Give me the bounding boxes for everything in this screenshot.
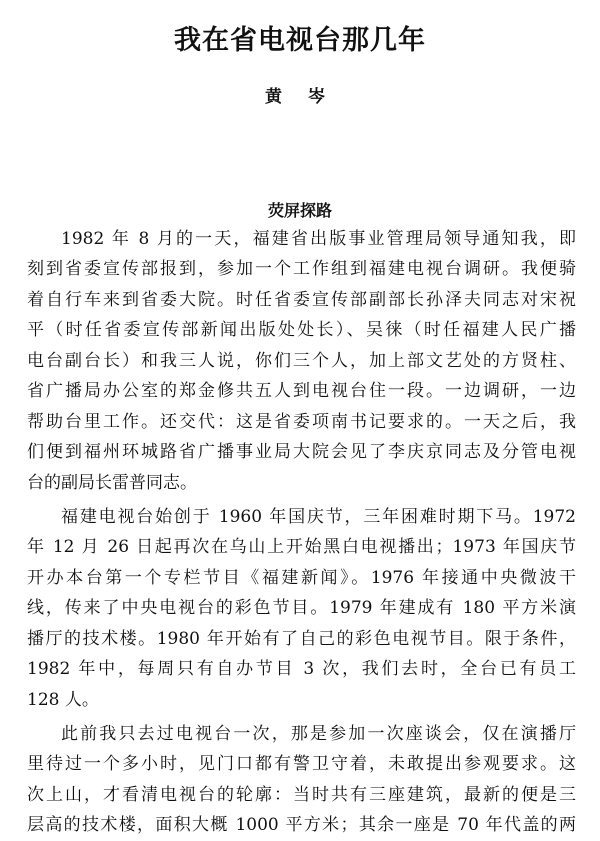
paragraph [27, 502, 576, 715]
text-line: 年 12 月 26 日起再次在乌山上开始黑白电视播出；1973 年国庆节 [27, 537, 576, 558]
paragraph [27, 224, 576, 498]
article-body [27, 224, 576, 841]
text-line: 帮助台里工作。还交代：这是省委项南书记要求的。一天之后，我 [27, 411, 576, 432]
text-line: 电台副台长）和我三人说，你们三个人，加上部文艺处的方贤柱、 [27, 350, 576, 371]
text-line: 着自行车来到省委大院。时任省委宣传部副部长孙泽夫同志对宋祝 [27, 289, 576, 310]
text-line: 刻到省委宣传部报到，参加一个工作组到福建电视台调研。我便骑 [27, 259, 576, 280]
text-line: 福建电视台始创于 1960 年国庆节，三年困难时期下马。1972 [61, 506, 576, 527]
article-title: 我在省电视台那几年 [174, 25, 426, 56]
text-line: 1982 年中，每周只有自办节目 3 次，我们去时，全台已有员工 [27, 659, 576, 680]
text-line: 开办本台第一个专栏节目《福建新闻》。1976 年接通中央微波干 [27, 567, 576, 588]
text-line: 台的副局长雷普同志。 [27, 472, 197, 493]
text-line: 128 人。 [27, 689, 99, 710]
paragraph [27, 719, 576, 841]
text-line: 此前我只去过电视台一次，那是参加一次座谈会，仅在演播厅 [61, 724, 576, 744]
text-line: 次上山，才看清电视台的轮廓：当时共有三座建筑，最新的便是三 [27, 784, 576, 805]
section-heading: 荧屏探路 [267, 201, 332, 220]
text-line: 1982 年 8 月的一天，福建省出版事业管理局领导通知我，即 [61, 229, 576, 249]
text-line: 们便到福州环城路省广播事业局大院会见了李庆京同志及分管电视 [27, 442, 576, 463]
text-line: 层高的技术楼，面积大概 1000 平方米；其余一座是 70 年代盖的两 [27, 815, 576, 836]
text-line: 线，传来了中央电视台的彩色节目。1979 年建成有 180 平方米演 [27, 598, 576, 619]
text-line: 播厅的技术楼。1980 年开始有了自己的彩色电视节目。限于条件， [27, 628, 576, 649]
text-line: 省广播局办公室的郑金修共五人到电视台住一段。一边调研，一边 [27, 381, 576, 402]
text-line: 里待过一个多小时，见门口都有警卫守着，未敢提出参观要求。这 [27, 754, 576, 775]
author-name: 黄 岑 [265, 87, 335, 107]
text-line: 平（时任省委宣传部新闻出版处处长）、吴徕（时任福建人民广播 [27, 320, 576, 341]
